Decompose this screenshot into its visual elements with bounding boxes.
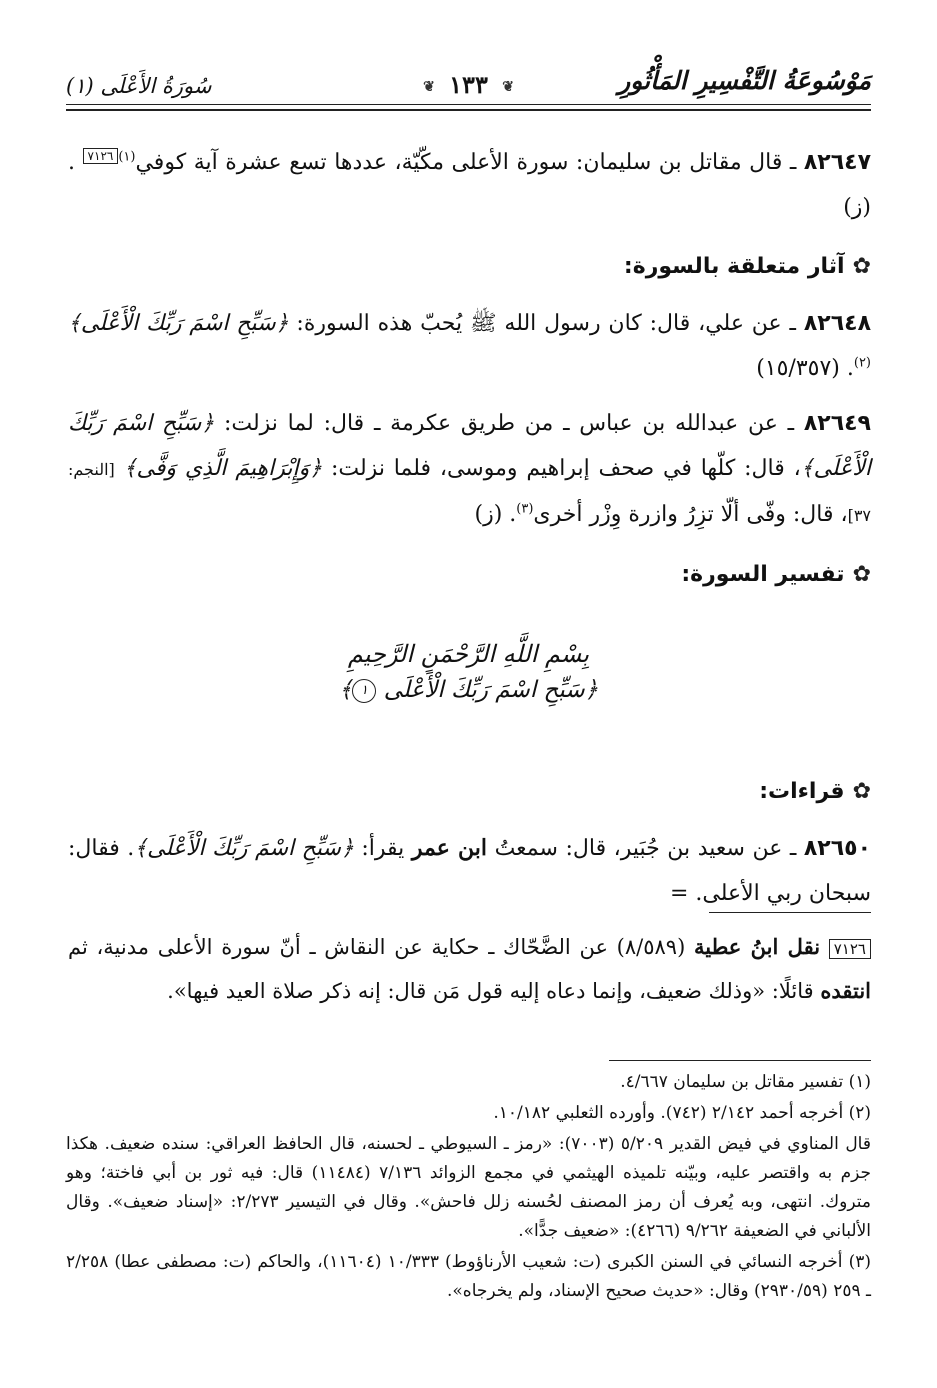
- footnotes: [66, 1068, 871, 1308]
- flower-ornament-icon: ✿: [852, 254, 871, 279]
- section-title: قراءات:: [759, 779, 845, 804]
- section-title: آثار متعلقة بالسورة:: [623, 254, 845, 279]
- section-heading: [68, 552, 871, 597]
- page-number: ١٣٣: [449, 70, 488, 99]
- section-heading: [68, 769, 871, 814]
- note-reference[interactable]: ٧١٢٦: [83, 148, 119, 164]
- footnote-marker[interactable]: (١): [118, 149, 136, 165]
- main-text: [68, 140, 871, 609]
- running-header: [66, 60, 871, 116]
- editor-note: [68, 925, 871, 1013]
- surah-label: سُورَةُ الأَعْلَى (١): [66, 74, 212, 98]
- entry-number: ٨٢٦٤٧: [803, 150, 872, 175]
- quran-quote: ﴿سَبِّحِ اسْمَ رَبِّكَ الْأَعْلَى﴾: [68, 311, 289, 336]
- quran-reference: [النجم: ٣٧]: [68, 460, 871, 525]
- footnote: (٢) أخرجه أحمد ٢/١٤٢ (٧٤٢). وأورده الثعلبي ١٠/١٨٢.: [493, 1103, 871, 1123]
- note-text: قائلًا: «وذلك ضعيف، وإنما دعاه إليه قول مَن قال: إنه ذكر صلاة العيد فيها».: [167, 979, 814, 1003]
- footnote: قال المناوي في فيض القدير ٥/٢٠٩ (٧٠٠٣): «رمز ـ السيوطي ـ لحسنه، قال الحافظ العراقي: سنده ضعيف. هكذا جزم به واقتصر عليه، وبيّنه تلميذه الهيثمي في مجمع الزوائد ٧/١٣٦ (١١٤٨٤) قال: فيه ثور بن أبي فاختة؛ وهو متروك. انتهى، وبه يُعرف أن رمز المصنف لحُسنه زلل فاحش». وقال في التيسير ٢/٢٧٣: «إسناد ضعيف». وقال الألباني في الضعيفة ٩/٢٦٢ (٤٢٦٦): «ضعيف جدًّا».: [66, 1134, 871, 1241]
- entry-text: يقرأ:: [361, 836, 405, 861]
- quran-quote: ﴿وَإِبْرَاهِيمَ الَّذِي وَفَّى﴾: [123, 456, 323, 481]
- bold-phrase: نقل ابنُ عطية: [693, 934, 821, 959]
- entry-number: ٨٢٦٤٩: [803, 411, 871, 436]
- entry-text: ـ عن عبدالله بن عباس ـ من طريق عكرمة ـ قال: لما نزلت:: [223, 411, 795, 436]
- athar-entry: [68, 826, 871, 916]
- ornament-icon: ❦: [423, 78, 435, 95]
- basmala: بِسْمِ اللَّهِ الرَّحْمَنِ الرَّحِيمِ: [347, 640, 590, 668]
- bold-phrase: انتقده: [820, 978, 871, 1003]
- verse-line: [66, 672, 871, 708]
- entry-tail: . (ز): [68, 150, 871, 220]
- entry-text: ، قال: كلّها في صحف إبراهيم وموسى، فلما نزلت:: [330, 456, 801, 481]
- athar-entry: [68, 301, 871, 391]
- book-title: مَوْسُوعَةُ التَّفْسِيرِ المَأْثُورِ: [618, 66, 871, 95]
- entry-text: ـ قال مقاتل بن سليمان: سورة الأعلى مكّيّة، عددها تسع عشرة آية كوفي: [135, 150, 797, 175]
- basmala-block: [66, 636, 871, 716]
- entry-number: ٨٢٦٤٨: [803, 311, 872, 336]
- note-reference[interactable]: ٧١٢٦: [829, 939, 871, 959]
- entry-tail: . (ز): [474, 502, 517, 527]
- bold-name: ابن عمر: [411, 835, 488, 861]
- ornament-icon: ❦: [502, 78, 514, 95]
- footnote-marker[interactable]: (٢): [853, 355, 871, 371]
- entry-tail: . (١٥/٣٥٧): [756, 356, 854, 381]
- flower-ornament-icon: ✿: [852, 562, 871, 587]
- entry-text: ، قال: وفّى ألّا تزِرُ وازرة وِزْر أخرى: [533, 502, 848, 527]
- note-separator: [709, 912, 871, 913]
- footnote: (١) تفسير مقاتل بن سليمان ٤/٦٦٧.: [620, 1072, 871, 1092]
- entry-tail: . فقال: سبحان ربي الأعلى. =: [68, 836, 871, 906]
- verse-number-badge: ١: [352, 679, 376, 703]
- verse-text: ﴿سَبِّحِ اسْمَ رَبِّكَ الْأَعْلَى: [383, 677, 599, 703]
- footnote: (٣) أخرجه النسائي في السنن الكبرى (ت: شعيب الأرناؤوط) ١٠/٣٣٣ (١١٦٠٤)، والحاكم (ت: مصطفى عطا) ٢/٢٥٨ ـ ٢٥٩ (٢٩٣٠/٥٩) وقال: «حديث صحيح الإسناد، ولم يخرجاه».: [66, 1252, 871, 1301]
- entry-text: ـ عن علي، قال: كان رسول الله ﷺ يُحبّ هذه السورة:: [296, 311, 796, 336]
- footnote-separator: [609, 1060, 871, 1061]
- note-text: (٨/٥٨٩) عن الضَّحّاك ـ حكاية عن النقاش ـ أنّ سورة الأعلى مدنية، ثم: [68, 935, 686, 959]
- verse-close: ﴾: [338, 677, 353, 703]
- athar-entry: [68, 401, 871, 538]
- entry-text: ـ عن سعيد بن جُبَير، قال: سمعتُ: [494, 836, 797, 861]
- section-heading: [68, 244, 871, 289]
- readings-section: [68, 755, 871, 926]
- header-rule: [66, 109, 871, 111]
- athar-entry: [68, 140, 871, 230]
- quran-quote: ﴿سَبِّحِ اسْمَ رَبِّكَ الْأَعْلَى﴾: [134, 836, 354, 861]
- footnote-marker[interactable]: (٣): [516, 501, 534, 517]
- header-rule: [66, 104, 871, 105]
- entry-number: ٨٢٦٥٠: [803, 836, 872, 861]
- section-title: تفسير السورة:: [681, 562, 845, 587]
- flower-ornament-icon: ✿: [852, 779, 871, 804]
- quran-quote: ﴿سَبِّحِ اسْمَ رَبِّكَ الْأَعْلَى﴾: [68, 411, 871, 481]
